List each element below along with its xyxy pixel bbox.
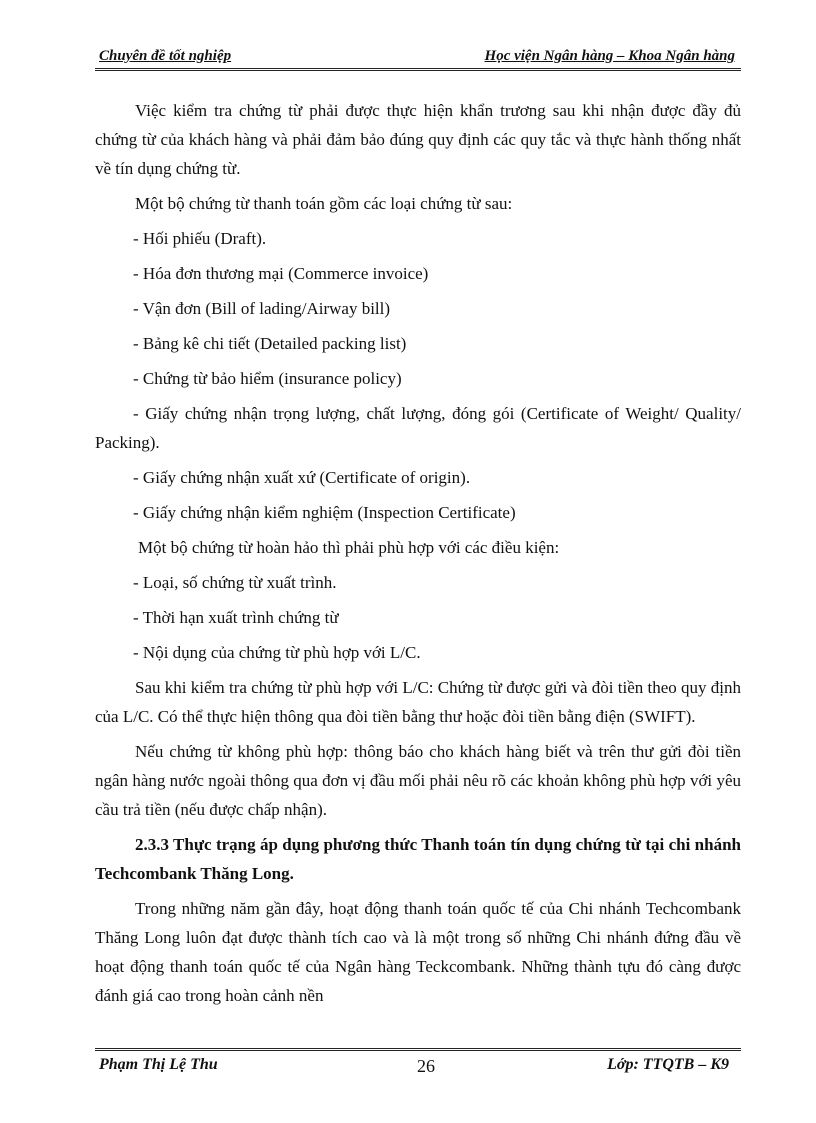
list-item-bill-of-lading: - Vận đơn (Bill of lading/Airway bill) <box>133 299 391 318</box>
list-item-inspection-certificate: - Giấy chứng nhận kiểm nghiệm (Inspection Certificate) <box>133 503 516 522</box>
section-heading: 2.3.3 Thực trạng áp dụng phương thức Thanh toán tín dụng chứng từ tại chi nhánh Techcombank Thăng Long. <box>95 835 741 883</box>
paragraph-compliant-documents: Sau khi kiểm tra chứng từ phù hợp với L/C: Chứng từ được gửi và đòi tiền theo quy định của L/C. Có thể thực hiện thông qua đòi tiền bằng thư hoặc đòi tiền bằng điện (SWIFT). <box>95 678 741 726</box>
list-item-insurance: - Chứng từ bảo hiểm (insurance policy) <box>133 369 402 388</box>
header-divider <box>95 68 741 71</box>
paragraph-perfect-set-conditions: Một bộ chứng từ hoàn hảo thì phải phù hợp với các điều kiện: <box>138 538 560 557</box>
list-item-presentation-period: - Thời hạn xuất trình chứng từ <box>133 608 339 627</box>
header-document-type: Chuyên đề tốt nghiệp <box>99 48 232 64</box>
header-institution: Học viện Ngân hàng – Khoa Ngân hàng <box>484 48 735 64</box>
paragraph-branch-performance: Trong những năm gần đây, hoạt động thanh toán quốc tế của Chi nhánh Techcombank Thăng Long luôn đạt được thành tích cao và là một trong số những Chi nhánh đứng đầu về hoạt động thanh toán quốc tế của Ngân hàng Teckcombank. Những thành tựu đó càng được đánh giá cao trong hoàn cảnh nền <box>95 899 741 1005</box>
page-number: 26 <box>417 1056 435 1076</box>
page-footer <box>95 1056 741 1080</box>
list-item-draft: - Hối phiếu (Draft). <box>133 229 267 248</box>
page-body <box>95 96 741 1010</box>
list-item-content-match: - Nội dụng của chứng từ phù hợp với L/C. <box>133 643 421 662</box>
paragraph-noncompliant-documents: Nếu chứng từ không phù hợp: thông báo cho khách hàng biết và trên thư gửi đòi tiền ngân hàng nước ngoài thông qua đơn vị đầu mối phải nêu rõ các khoản không phù hợp với yêu cầu trả tiền (nếu được chấp nhận). <box>95 742 741 819</box>
list-item-invoice: - Hóa đơn thương mại (Commerce invoice) <box>133 264 429 283</box>
paragraph-document-set-intro: Một bộ chứng từ thanh toán gồm các loại chứng từ sau: <box>135 194 513 213</box>
footer-divider <box>95 1048 741 1051</box>
page-header <box>95 48 741 68</box>
paragraph-document-check: Việc kiểm tra chứng từ phải được thực hiện khẩn trương sau khi nhận được đầy đủ chứng từ của khách hàng và phải đảm bảo đúng quy định các quy tắc và thực hành thống nhất về tín dụng chứng từ. <box>95 101 741 178</box>
list-item-packing-list: - Bảng kê chi tiết (Detailed packing list) <box>133 334 407 353</box>
footer-author: Phạm Thị Lệ Thu <box>99 1056 218 1073</box>
list-item-certificate-weight: - Giấy chứng nhận trọng lượng, chất lượng, đóng gói (Certificate of Weight/ Quality/ Packing). <box>95 404 741 452</box>
footer-class: Lớp: TTQTB – K9 <box>607 1056 729 1073</box>
list-item-document-type: - Loại, số chứng từ xuất trình. <box>133 573 337 592</box>
list-item-certificate-origin: - Giấy chứng nhận xuất xứ (Certificate of origin). <box>133 468 471 487</box>
